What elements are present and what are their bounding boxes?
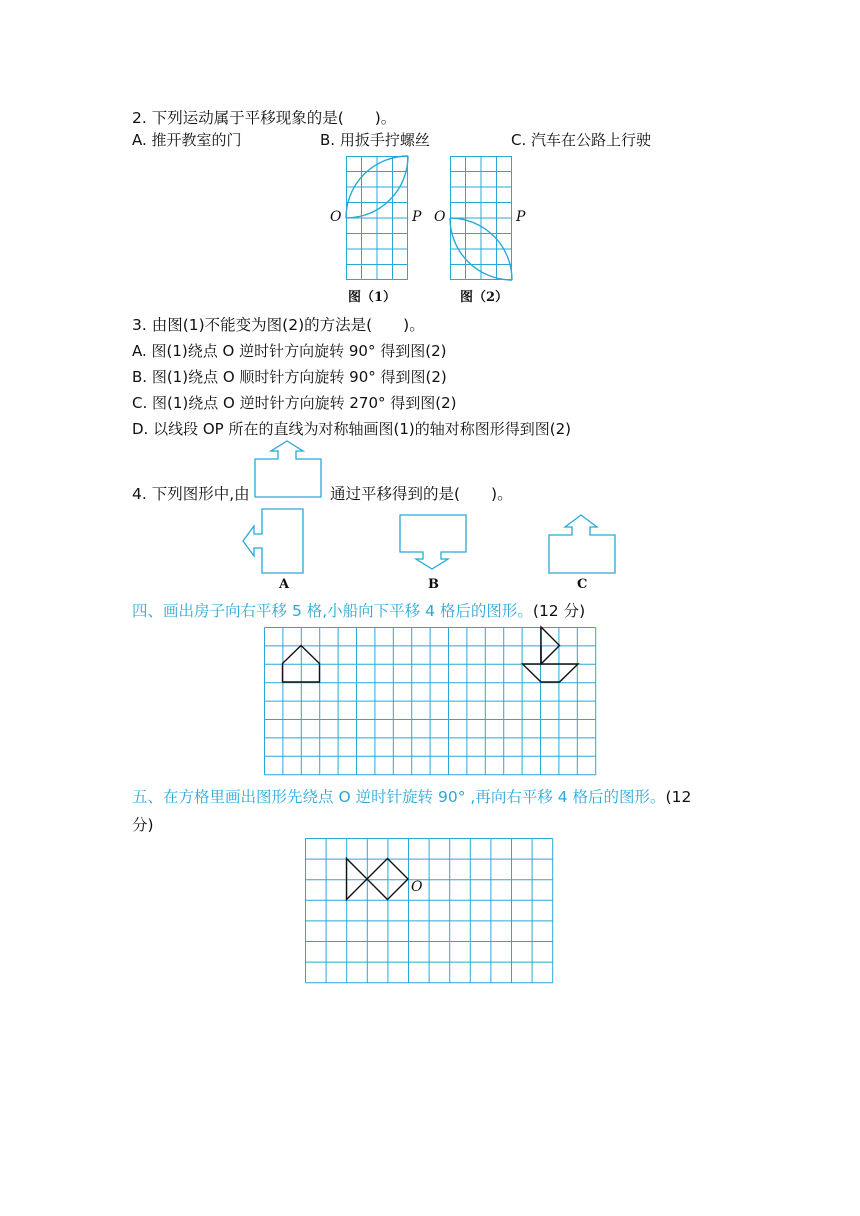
figure-2-label-o: O — [434, 209, 446, 225]
q3-option-a[interactable]: A. 图(1)绕点 O 逆时针方向旋转 90° 得到图(2) — [132, 342, 447, 360]
q2-stem: 2. 下列运动属于平移现象的是( )。 — [132, 109, 397, 127]
q4-stem-before: 4. 下列图形中,由 — [132, 485, 250, 503]
figure-1-caption: 图（1） — [348, 290, 397, 305]
figure-1-label-o: O — [330, 209, 342, 225]
section-5-score-b: 分) — [132, 816, 154, 834]
q4-label-a: A — [279, 577, 290, 592]
section-5-number: 五、 — [132, 788, 164, 806]
q4-stem-after: 通过平移得到的是( )。 — [330, 485, 513, 503]
q3-option-d[interactable]: D. 以线段 OP 所在的直线为对称轴画图(1)的轴对称图形得到图(2) — [132, 420, 571, 438]
q3-option-c[interactable]: C. 图(1)绕点 O 逆时针方向旋转 270° 得到图(2) — [132, 394, 457, 412]
section-5-instruction: 在方格里画出图形先绕点 O 逆时针旋转 90° ,再向右平移 4 格后的图形。 — [163, 788, 666, 806]
section-4-grid — [264, 627, 596, 775]
q3-option-b[interactable]: B. 图(1)绕点 O 顺时针方向旋转 90° 得到图(2) — [132, 368, 447, 386]
section-4-heading — [132, 600, 585, 622]
section-5-grid — [305, 838, 555, 984]
figure-2-grid — [450, 156, 512, 280]
boat-shape — [523, 627, 579, 682]
figure-1-label-p: P — [412, 209, 422, 225]
q4-reference-shape — [254, 440, 322, 498]
q4-label-c: C — [577, 577, 588, 592]
q2-option-a[interactable]: A. 推开教室的门 — [132, 131, 242, 149]
q4-label-b: B — [428, 577, 439, 592]
q2-option-c[interactable]: C. 汽车在公路上行驶 — [511, 131, 652, 149]
q4-option-c-shape[interactable] — [548, 514, 616, 574]
section-5-score-a: (12 — [665, 788, 692, 806]
figure-2-label-p: P — [516, 209, 526, 225]
q4-option-b-shape[interactable] — [399, 514, 467, 570]
q4-option-a-shape[interactable] — [242, 508, 306, 574]
section-4-instruction: 画出房子向右平移 5 格,小船向下平移 4 格后的图形。 — [163, 602, 533, 620]
section-5-label-o: O — [411, 879, 423, 895]
bowtie-shape — [347, 859, 409, 900]
q2-option-b[interactable]: B. 用扳手拧螺丝 — [320, 131, 430, 149]
figure-2-caption: 图（2） — [460, 290, 509, 305]
section-5-heading — [132, 786, 691, 808]
q3-stem: 3. 由图(1)不能变为图(2)的方法是( )。 — [132, 316, 425, 334]
section-4-score: (12 分) — [532, 602, 586, 620]
figure-1-grid — [346, 156, 408, 280]
section-4-number: 四、 — [132, 602, 164, 620]
